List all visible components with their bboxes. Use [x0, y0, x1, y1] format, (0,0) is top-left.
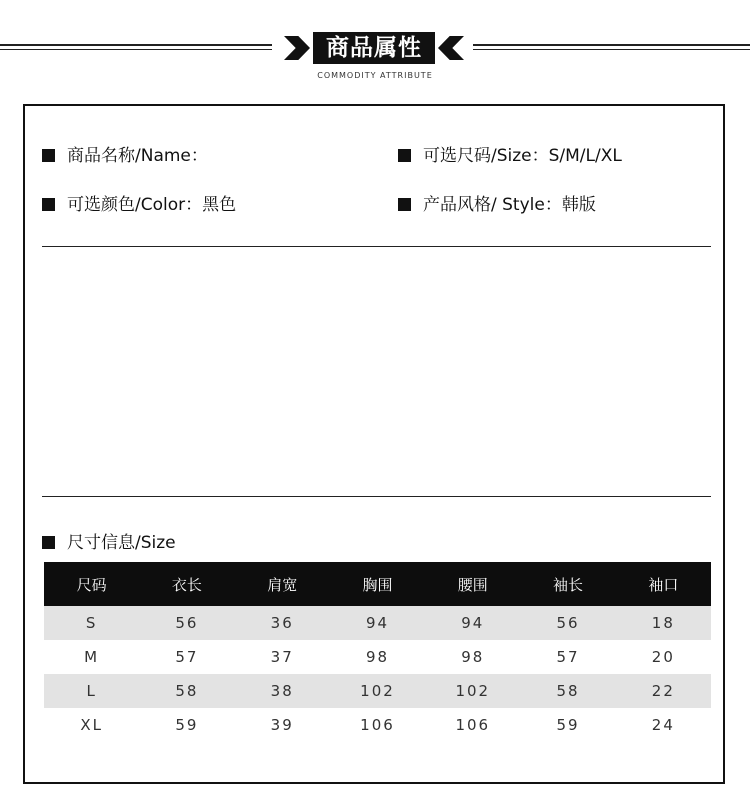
attr-value: S/M/L/XL [548, 146, 622, 166]
attr-size [398, 145, 622, 167]
header-rule-right-thick [473, 44, 750, 46]
chevron-right-icon [284, 36, 310, 60]
table-cell: 59 [175, 716, 199, 734]
header-rule-left-thick [0, 44, 272, 46]
table-cell: 106 [360, 716, 395, 734]
column-header: 腰围 [425, 562, 520, 606]
column-header: 胸围 [330, 562, 425, 606]
table-cell: XL [80, 716, 103, 734]
column-header: 袖口 [616, 562, 711, 606]
table-cell: 94 [425, 606, 520, 640]
table-cell: 59 [556, 716, 580, 734]
column-header: 衣长 [139, 562, 234, 606]
table-cell: 56 [139, 606, 234, 640]
table-cell: 22 [616, 674, 711, 708]
attr-label: 可选颜色/Color： [67, 195, 203, 215]
table-cell: 57 [175, 648, 199, 666]
table-cell: 56 [520, 606, 615, 640]
table-cell: 18 [616, 606, 711, 640]
column-header: 袖长 [520, 562, 615, 606]
attr-name [42, 145, 208, 167]
column-header: 尺码 [44, 562, 139, 606]
attr-label: 商品名称/Name： [67, 146, 208, 166]
table-cell: 24 [651, 716, 675, 734]
table-row [44, 606, 711, 640]
size-table [44, 562, 711, 742]
table-row [44, 708, 711, 742]
table-row [44, 674, 711, 708]
chevron-left-icon [438, 36, 464, 60]
table-row [44, 640, 711, 674]
table-header-row [44, 562, 711, 606]
table-cell: 98 [365, 648, 390, 666]
attr-color [42, 194, 236, 216]
header-rule-right-thin [473, 49, 750, 50]
table-cell: 38 [235, 674, 330, 708]
table-cell: 102 [330, 674, 425, 708]
header-rule-left-thin [0, 49, 272, 50]
table-cell: 102 [425, 674, 520, 708]
attr-label: 产品风格/ Style： [423, 195, 562, 215]
table-cell: 39 [270, 716, 294, 734]
bullet-square-icon [42, 536, 55, 549]
table-cell: S [44, 606, 139, 640]
table-cell: 20 [651, 648, 675, 666]
table-cell: 106 [455, 716, 491, 734]
table-cell: 58 [520, 674, 615, 708]
table-cell: 36 [235, 606, 330, 640]
bullet-square-icon [398, 149, 411, 162]
section-subtitle: COMMODITY ATTRIBUTE [317, 71, 433, 80]
size-info-label: 尺寸信息/Size [67, 533, 176, 553]
table-cell: 58 [139, 674, 234, 708]
section-title: 商品属性 [313, 32, 435, 64]
table-cell: 94 [330, 606, 425, 640]
table-cell: 37 [270, 648, 294, 666]
table-cell: M [84, 648, 100, 666]
table-cell: 98 [461, 648, 485, 666]
attr-label: 可选尺码/Size： [423, 146, 549, 166]
divider [42, 246, 711, 247]
bullet-square-icon [42, 149, 55, 162]
bullet-square-icon [398, 198, 411, 211]
column-header: 肩宽 [235, 562, 330, 606]
table-cell: L [44, 674, 139, 708]
bullet-square-icon [42, 198, 55, 211]
size-info-title [42, 532, 176, 554]
attribute-card [23, 104, 725, 784]
table-cell: 57 [556, 648, 580, 666]
attr-style [398, 194, 596, 216]
attr-value: 黑色 [202, 195, 237, 215]
attr-value: 韩版 [561, 195, 596, 215]
divider [42, 496, 711, 497]
